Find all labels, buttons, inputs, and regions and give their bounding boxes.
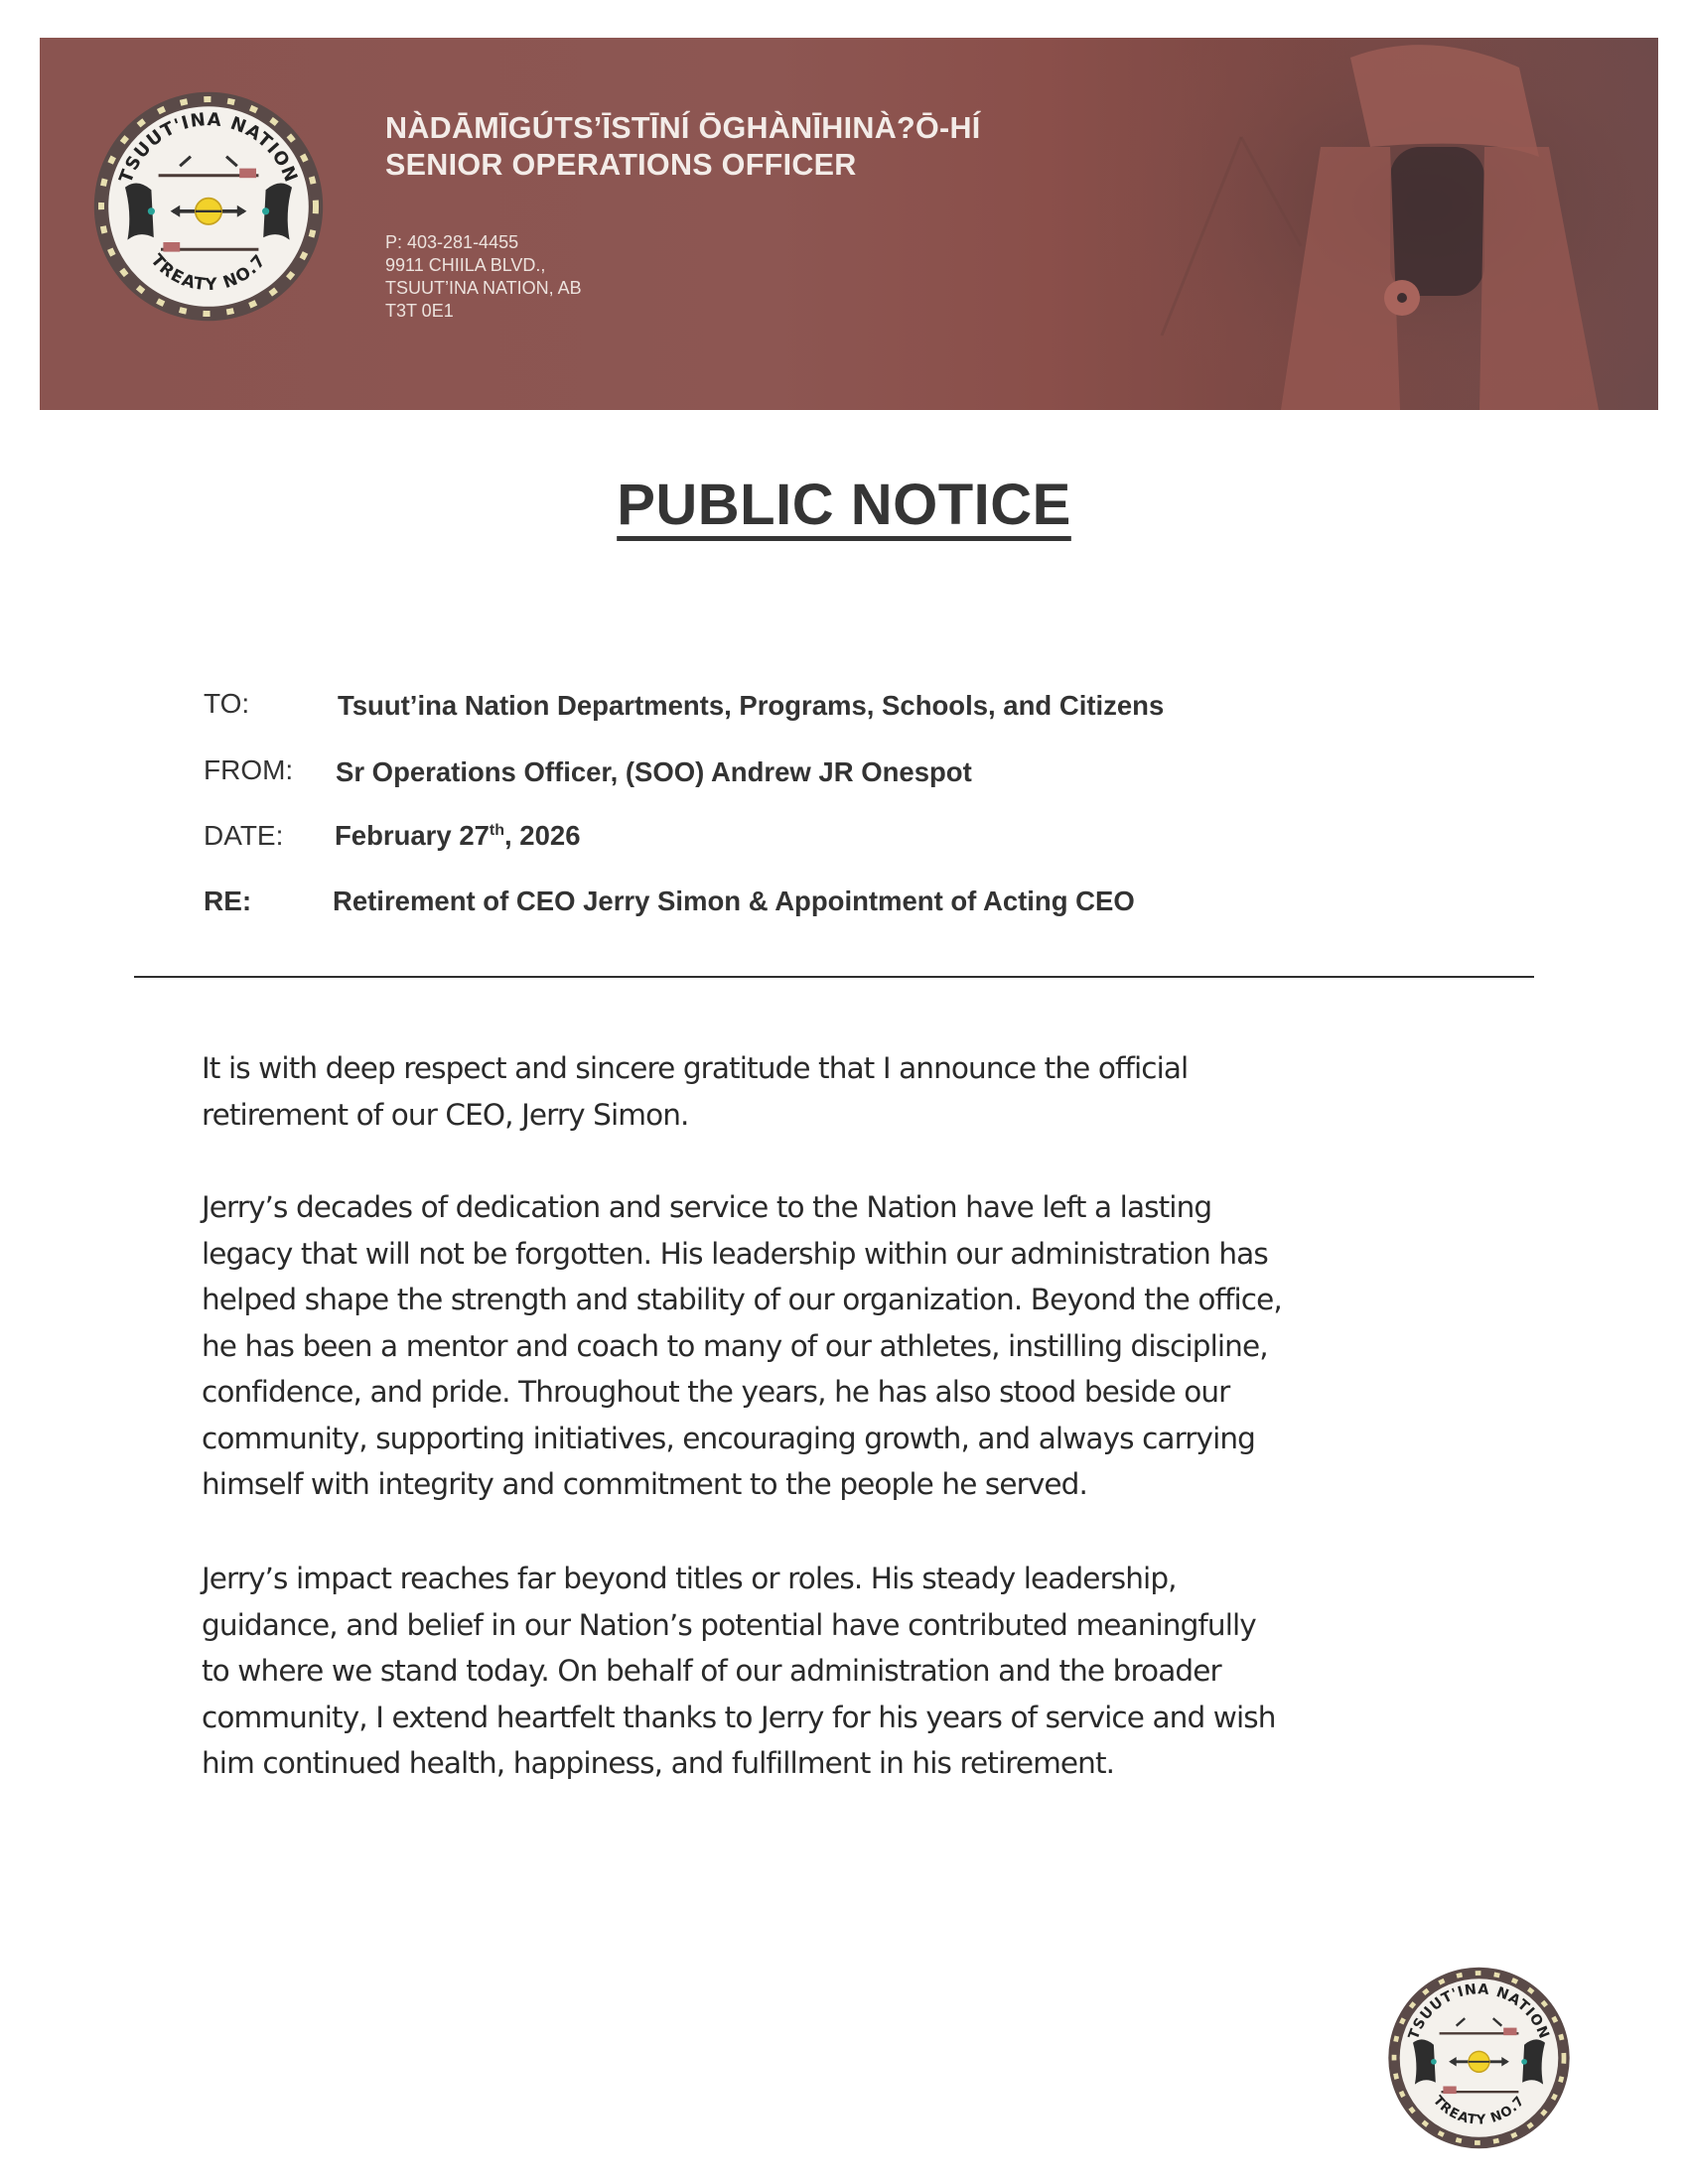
paragraph-line: Jerry’s impact reaches far beyond titles or roles. His steady leadership, bbox=[202, 1562, 1177, 1595]
org-title: SENIOR OPERATIONS OFFICER bbox=[385, 148, 857, 182]
paragraph-line: community, supporting initiatives, encouraging growth, and always carrying bbox=[202, 1421, 1255, 1455]
chief-portrait-image bbox=[1102, 38, 1658, 410]
memo-from-label: FROM: bbox=[204, 754, 294, 785]
memo-date-row bbox=[204, 820, 581, 852]
memo-divider-line bbox=[134, 976, 1534, 978]
memo-to-value: Tsuut’ina Nation Departments, Programs, Schools, and Citizens bbox=[338, 690, 1165, 721]
contact-info bbox=[385, 231, 582, 323]
memo-re-value: Retirement of CEO Jerry Simon & Appointment of Acting CEO bbox=[333, 886, 1135, 916]
letterhead-banner bbox=[40, 38, 1658, 410]
body-paragraph-1 bbox=[202, 1045, 1492, 1138]
date-ordinal-suffix: th bbox=[489, 821, 505, 839]
org-name: NÀDĀMĪGÚTS’ĪSTĪNÍ ŌGHÀNĪHINÀ?Ō-HÍ bbox=[385, 111, 981, 145]
org-heading bbox=[385, 110, 981, 184]
body-paragraph-3 bbox=[202, 1556, 1492, 1787]
paragraph-line: retirement of our CEO, Jerry Simon. bbox=[202, 1097, 689, 1132]
paragraph-line: guidance, and belief in our Nation’s potential have contributed meaningfully bbox=[202, 1607, 1256, 1642]
date-year: , 2026 bbox=[504, 820, 581, 851]
svg-text:TSUUT'INA NATION: TSUUT'INA NATION bbox=[115, 109, 302, 187]
paragraph-line: Jerry’s decades of dedication and service to the Nation have left a lasting bbox=[202, 1190, 1212, 1224]
memo-date-label: DATE: bbox=[204, 820, 284, 851]
paragraph-line: he has been a mentor and coach to many of our athletes, instilling discipline, bbox=[202, 1328, 1268, 1363]
paragraph-line: legacy that will not be forgotten. His leadership within our administration has bbox=[202, 1236, 1268, 1271]
memo-date-value bbox=[335, 820, 581, 852]
memo-re-row bbox=[204, 886, 1135, 917]
body-paragraph-2 bbox=[202, 1184, 1492, 1508]
postal-code: T3T 0E1 bbox=[385, 301, 454, 321]
tsuutina-nation-seal-logo bbox=[89, 87, 328, 326]
memo-to-label: TO: bbox=[204, 688, 250, 719]
memo-re-label: RE: bbox=[204, 886, 252, 916]
paragraph-line: himself with integrity and commitment to the people he served. bbox=[202, 1467, 1087, 1501]
svg-text:TSUUT'INA NATION: TSUUT'INA NATION bbox=[1405, 1981, 1553, 2042]
paragraph-line: community, I extend heartfelt thanks to Jerry for his years of service and wish bbox=[202, 1700, 1276, 1734]
paragraph-line: to where we stand today. On behalf of our administration and the broader bbox=[202, 1654, 1221, 1688]
svg-text:TREATY NO.7: TREATY NO.7 bbox=[147, 249, 270, 295]
address-line-1: 9911 CHIILA BLVD., bbox=[385, 255, 546, 275]
memo-from-row bbox=[204, 754, 972, 787]
paragraph-line: helped shape the strength and stability of our organization. Beyond the office, bbox=[202, 1283, 1282, 1316]
phone-number: P: 403-281-4455 bbox=[385, 232, 519, 252]
paragraph-line: It is with deep respect and sincere gratitude that I announce the official bbox=[202, 1051, 1189, 1085]
paragraph-line: him continued health, happiness, and fulfillment in his retirement. bbox=[202, 1746, 1115, 1780]
memo-from-value: Sr Operations Officer, (SOO) Andrew JR Onespot bbox=[336, 756, 972, 787]
date-main: February 27 bbox=[335, 820, 490, 851]
notice-title-wrapper bbox=[0, 472, 1688, 538]
footer-seal-logo bbox=[1382, 1964, 1576, 2152]
memo-to-row bbox=[204, 688, 1165, 721]
notice-title: PUBLIC NOTICE bbox=[617, 473, 1071, 537]
address-line-2: TSUUT’INA NATION, AB bbox=[385, 278, 582, 298]
paragraph-line: confidence, and pride. Throughout the years, he has also stood beside our bbox=[202, 1375, 1230, 1409]
svg-text:TREATY NO.7: TREATY NO.7 bbox=[1429, 2093, 1529, 2128]
